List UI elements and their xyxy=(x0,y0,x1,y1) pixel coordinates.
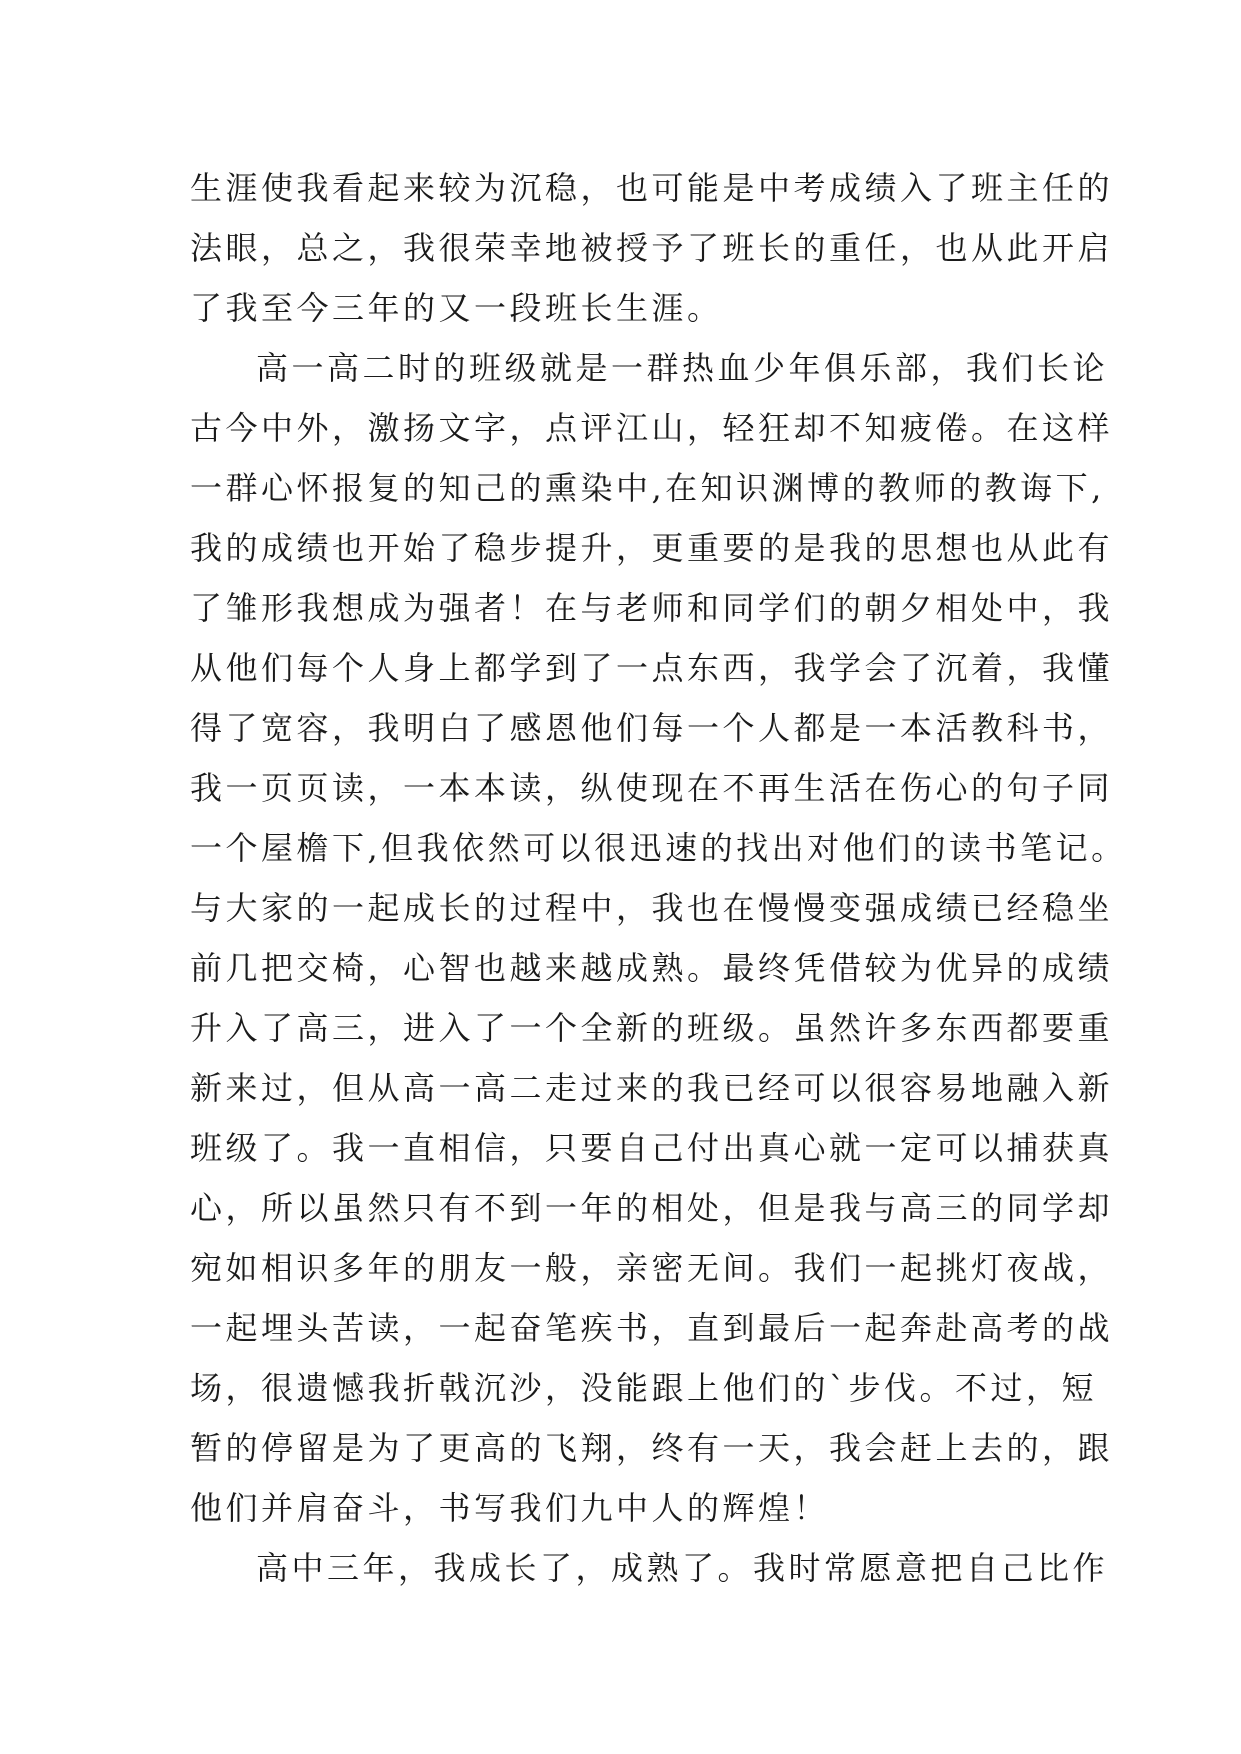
text-line: 与大家的一起成长的过程中，我也在慢慢变强成绩已经稳坐 xyxy=(190,889,1114,927)
text-line: 新来过，但从高一高二走过来的我已经可以很容易地融入新 xyxy=(190,1069,1114,1107)
text-line: 一群心怀报复的知己的熏染中,在知识渊博的教师的教诲下, xyxy=(190,469,1105,507)
text-line: 前几把交椅，心智也越来越成熟。最终凭借较为优异的成绩 xyxy=(190,949,1114,987)
text-line: 一个屋檐下,但我依然可以很迅速的找出对他们的读书笔记。 xyxy=(190,829,1127,867)
text-line: 班级了。我一直相信，只要自己付出真心就一定可以捕获真 xyxy=(190,1129,1114,1167)
body-text xyxy=(190,158,1127,1598)
text-line: 心，所以虽然只有不到一年的相处，但是我与高三的同学却 xyxy=(190,1189,1114,1227)
text-line: 宛如相识多年的朋友一般，亲密无间。我们一起挑灯夜战， xyxy=(190,1249,1114,1287)
text-line: 了我至今三年的又一段班长生涯。 xyxy=(190,289,723,327)
text-line: 升入了高三，进入了一个全新的班级。虽然许多东西都要重 xyxy=(190,1009,1114,1047)
text-line: 他们并肩奋斗，书写我们九中人的辉煌！ xyxy=(190,1489,830,1527)
text-line: 我一页页读，一本本读，纵使现在不再生活在伤心的句子同 xyxy=(190,769,1114,807)
text-line: 我的成绩也开始了稳步提升，更重要的是我的思想也从此有 xyxy=(190,529,1114,567)
text-line: 暂的停留是为了更高的飞翔，终有一天，我会赶上去的，跟 xyxy=(190,1429,1114,1467)
text-line: 场，很遗憾我折戟沉沙，没能跟上他们的`步伐。不过，短 xyxy=(190,1369,1098,1407)
text-line: 生涯使我看起来较为沉稳，也可能是中考成绩入了班主任的 xyxy=(190,169,1114,207)
text-line: 古今中外，激扬文字，点评江山，轻狂却不知疲倦。在这样 xyxy=(190,409,1114,447)
text-line: 了雏形我想成为强者！在与老师和同学们的朝夕相处中，我 xyxy=(190,589,1114,627)
text-line: 一起埋头苦读，一起奋笔疾书，直到最后一起奔赴高考的战 xyxy=(190,1309,1114,1347)
text-line: 法眼，总之，我很荣幸地被授予了班长的重任，也从此开启 xyxy=(190,229,1114,267)
text-line: 得了宽容，我明白了感恩他们每一个人都是一本活教科书， xyxy=(190,709,1114,747)
paragraph-start-line: 高一高二时的班级就是一群热血少年俱乐部，我们长论 xyxy=(256,349,1109,387)
text-line: 从他们每个人身上都学到了一点东西，我学会了沉着，我懂 xyxy=(190,649,1114,687)
paragraph-start-line: 高中三年，我成长了，成熟了。我时常愿意把自己比作 xyxy=(256,1549,1109,1587)
